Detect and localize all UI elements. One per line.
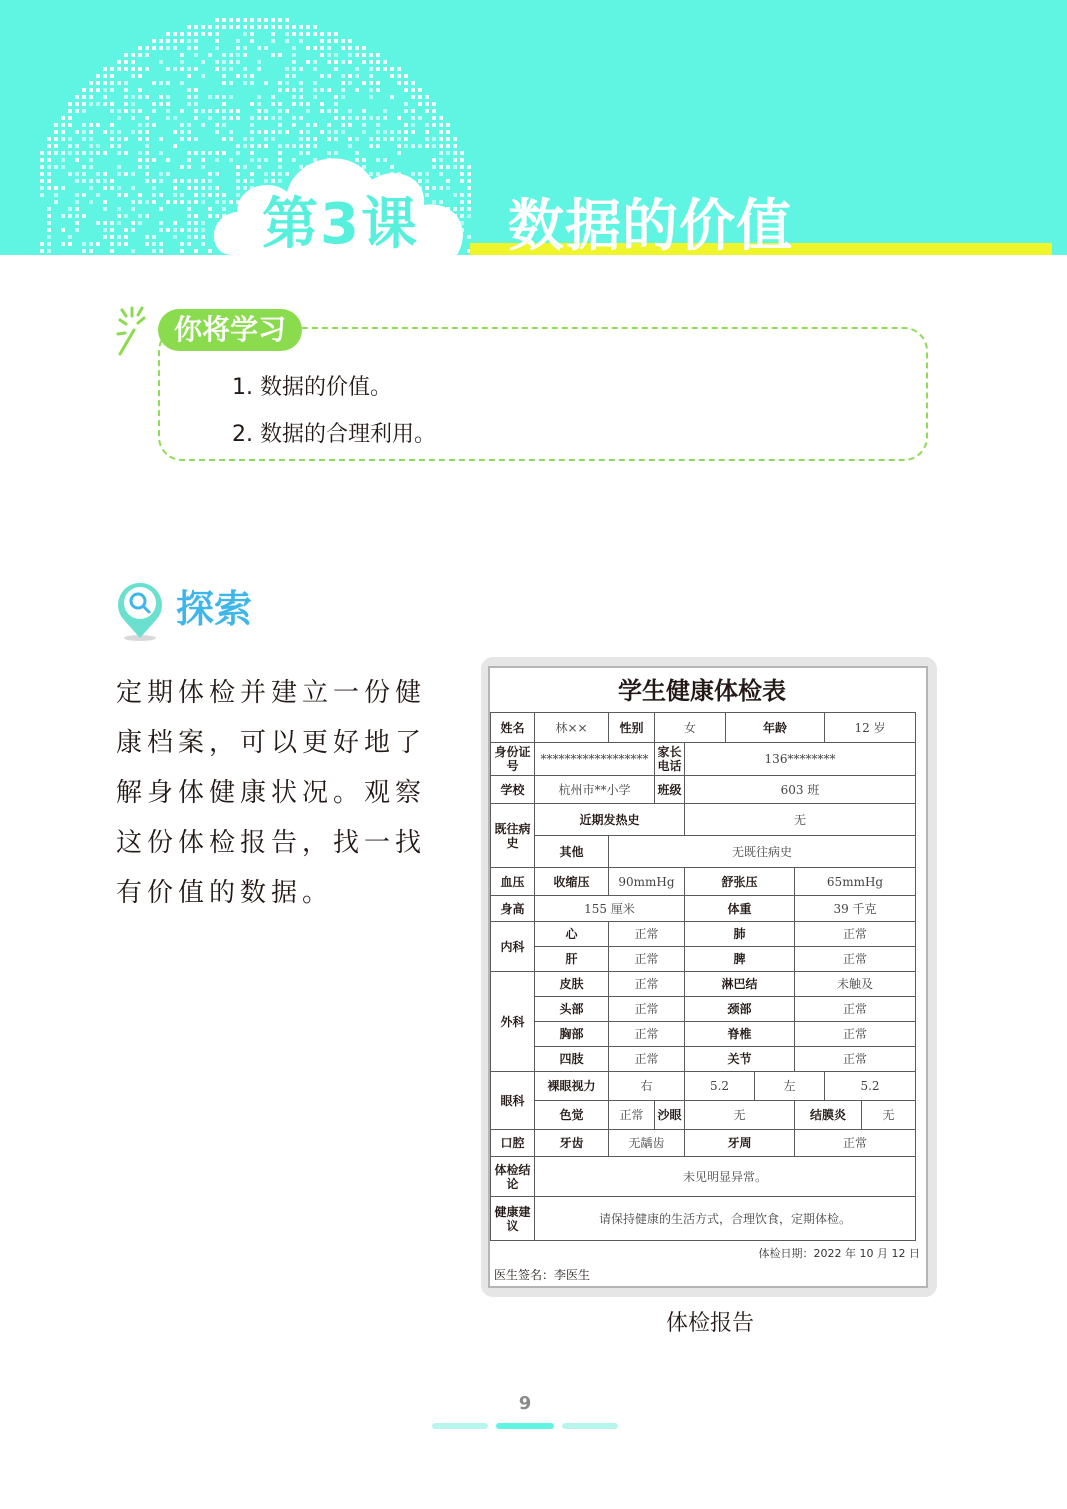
gender-label: 性别: [609, 713, 655, 743]
history-label: 既往病史: [491, 804, 535, 868]
magnifier-icon: [110, 574, 170, 644]
page-bar-center: [496, 1423, 554, 1429]
right-vision-label: 右: [609, 1072, 685, 1101]
page-bar-right: [562, 1423, 618, 1429]
table-row: [491, 972, 916, 997]
diastolic-value: 65mmHg: [795, 868, 916, 896]
table-row: [491, 776, 916, 804]
phone-label: 家长电话: [655, 743, 685, 776]
teeth-value: 无龋齿: [609, 1130, 685, 1157]
spleen-value: 正常: [795, 947, 916, 972]
oral-label: 口腔: [491, 1130, 535, 1157]
class-label: 班级: [655, 776, 685, 804]
lesson-title: 数据的价值: [508, 194, 793, 255]
liver-label: 肝: [535, 947, 609, 972]
table-row: [491, 1130, 916, 1157]
lesson-number: 第3课: [262, 192, 419, 255]
spleen-label: 脾: [685, 947, 795, 972]
phone-value: 136********: [685, 743, 916, 776]
name-label: 姓名: [491, 713, 535, 743]
other-value: 无既往病史: [609, 836, 916, 868]
name-value: 林××: [535, 713, 609, 743]
right-vision-value: 5.2: [685, 1072, 755, 1101]
figure-caption: 体检报告: [665, 1311, 754, 1336]
joints-value: 正常: [795, 1047, 916, 1072]
header-banner: [0, 0, 1067, 255]
explore-paragraph: 定期体检并建立一份健康档案，可以更好地了解身体健康状况。观察这份体检报告，找一找有价值的数据。: [116, 678, 427, 908]
table-row: [491, 868, 916, 896]
gum-label: 牙周: [685, 1130, 795, 1157]
spine-value: 正常: [795, 1022, 916, 1047]
learn-tag: 你将学习: [158, 309, 302, 351]
color-vision-value: 正常: [609, 1101, 655, 1130]
eye-label: 眼科: [491, 1072, 535, 1130]
conclusion-label: 体检结论: [491, 1157, 535, 1197]
limbs-value: 正常: [609, 1047, 685, 1072]
chest-value: 正常: [609, 1022, 685, 1047]
school-label: 学校: [491, 776, 535, 804]
page-number: 9: [518, 1393, 532, 1414]
weight-label: 体重: [685, 896, 795, 922]
sparkle-icon: [112, 300, 152, 360]
table-row: [491, 743, 916, 776]
other-label: 其他: [535, 836, 609, 868]
systolic-label: 收缩压: [535, 868, 609, 896]
lung-label: 肺: [685, 922, 795, 947]
height-value: 155 厘米: [535, 896, 685, 922]
table-row: [491, 1101, 916, 1130]
table-row: [491, 922, 916, 947]
teeth-label: 牙齿: [535, 1130, 609, 1157]
gum-value: 正常: [795, 1130, 916, 1157]
page-bar-left: [432, 1423, 488, 1429]
lung-value: 正常: [795, 922, 916, 947]
heart-label: 心: [535, 922, 609, 947]
id-label: 身份证号: [491, 743, 535, 776]
recent-fever-value: 无: [685, 804, 916, 836]
internal-label: 内科: [491, 922, 535, 972]
spine-label: 脊椎: [685, 1022, 795, 1047]
height-label: 身高: [491, 896, 535, 922]
table-row: [491, 997, 916, 1022]
vision-label: 裸眼视力: [535, 1072, 609, 1101]
trachoma-value: 无: [685, 1101, 795, 1130]
weight-value: 39 千克: [795, 896, 916, 922]
table-row: [491, 1022, 916, 1047]
recent-fever-label: 近期发热史: [535, 804, 685, 836]
health-form-table: [490, 712, 916, 1241]
skin-label: 皮肤: [535, 972, 609, 997]
class-value: 603 班: [685, 776, 916, 804]
gender-value: 女: [655, 713, 726, 743]
lymph-label: 淋巴结: [685, 972, 795, 997]
learn-item-2: 2. 数据的合理利用。: [232, 422, 436, 447]
age-label: 年龄: [726, 713, 825, 743]
table-row: [491, 947, 916, 972]
table-row: [491, 1197, 916, 1241]
left-vision-label: 左: [755, 1072, 825, 1101]
systolic-value: 90mmHg: [609, 868, 685, 896]
explore-title: 探索: [176, 587, 253, 631]
advice-label: 健康建议: [491, 1197, 535, 1241]
table-row: [491, 804, 916, 836]
heart-value: 正常: [609, 922, 685, 947]
id-value: ******************: [535, 743, 655, 776]
age-value: 12 岁: [825, 713, 916, 743]
conjunctivitis-label: 结膜炎: [795, 1101, 862, 1130]
joints-label: 关节: [685, 1047, 795, 1072]
table-row: [491, 896, 916, 922]
skin-value: 正常: [609, 972, 685, 997]
diastolic-label: 舒张压: [685, 868, 795, 896]
trachoma-label: 沙眼: [655, 1101, 685, 1130]
table-row: [491, 1157, 916, 1197]
doctor-signature: 医生签名：李医生: [494, 1268, 591, 1282]
neck-value: 正常: [795, 997, 916, 1022]
table-row: [491, 1047, 916, 1072]
head-value: 正常: [609, 997, 685, 1022]
conjunctivitis-value: 无: [862, 1101, 916, 1130]
liver-value: 正常: [609, 947, 685, 972]
conclusion-value: 未见明显异常。: [535, 1157, 916, 1197]
surgery-label: 外科: [491, 972, 535, 1072]
color-vision-label: 色觉: [535, 1101, 609, 1130]
form-title: 学生健康体检表: [618, 677, 786, 705]
learn-item-1: 1. 数据的价值。: [232, 375, 392, 400]
head-label: 头部: [535, 997, 609, 1022]
chest-label: 胸部: [535, 1022, 609, 1047]
bp-label: 血压: [491, 868, 535, 896]
left-vision-value: 5.2: [825, 1072, 916, 1101]
limbs-label: 四肢: [535, 1047, 609, 1072]
neck-label: 颈部: [685, 997, 795, 1022]
table-row: [491, 713, 916, 743]
table-row: [491, 1072, 916, 1101]
table-row: [491, 836, 916, 868]
exam-date: 体检日期：2022 年 10 月 12 日: [758, 1247, 920, 1260]
advice-value: 请保持健康的生活方式，合理饮食，定期体检。: [535, 1197, 916, 1241]
school-value: 杭州市**小学: [535, 776, 655, 804]
lymph-value: 未触及: [795, 972, 916, 997]
